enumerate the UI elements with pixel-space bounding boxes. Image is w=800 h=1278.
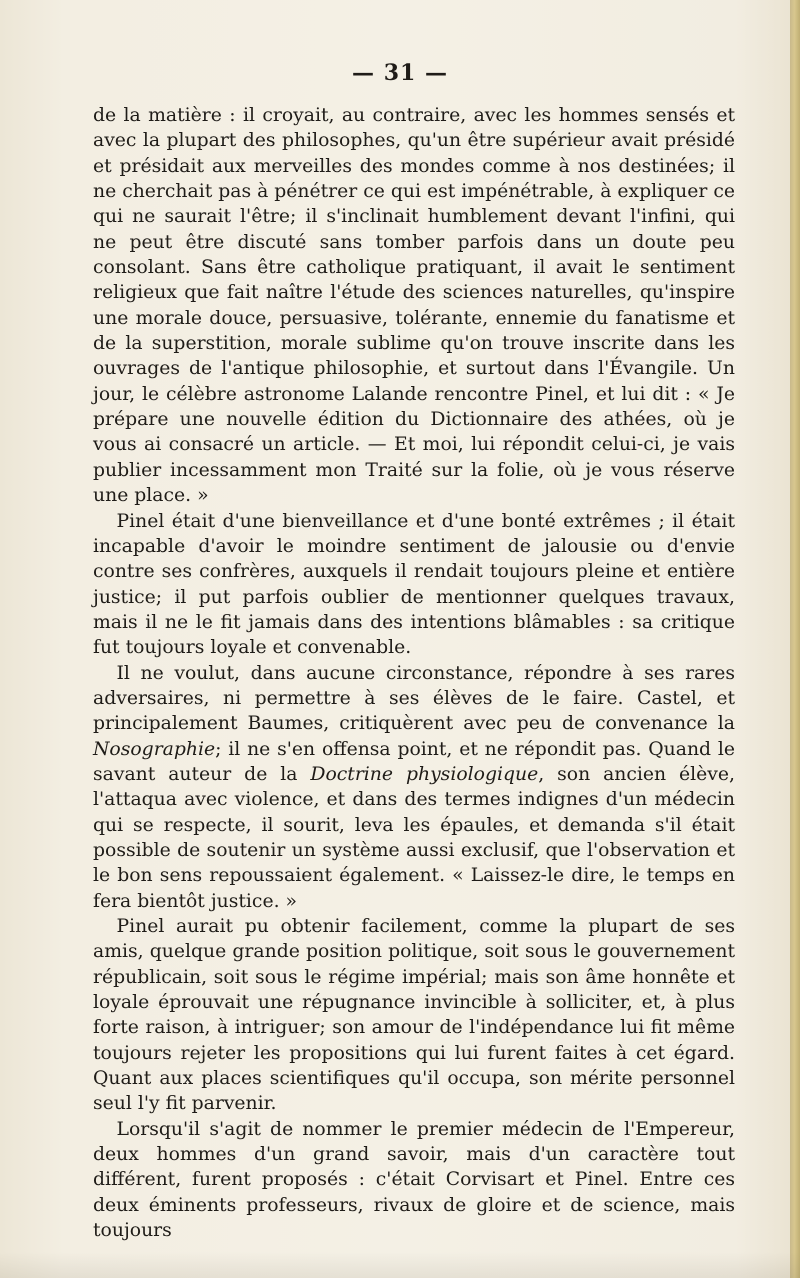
paragraph-3: [93, 661, 735, 914]
paragraph-text: Pinel aurait pu obtenir facilement, comme la plupart de ses amis, quelque grande position politique, soit sous le gouvernement républicain, soit sous le régime impérial; mais son âme honnête et loyale éprouvait une répugnance invincible à solliciter, et, à plus forte raison, à intriguer; son amour de l'indépendance lui fit même toujours rejeter les propositions qui lui furent faites à cet égard. Quant aux places scientifiques qu'il occupa, son mérite personnel seul l'y fit parvenir.: [93, 916, 735, 1115]
body-text: [93, 103, 735, 1243]
book-title-doctrine-physiologique: Doctrine physiologique: [310, 763, 539, 785]
paragraph-text: Il ne voulut, dans aucune circonstance, répondre à ses rares adversaires, ni permettre à ses élèves de le faire. Castel, et principalement Baumes, critiquèrent avec peu de convenance la: [93, 662, 735, 735]
paragraph-text: de la matière : il croyait, au contraire, avec les hommes sensés et avec la plupart des philosophes, qu'un être supérieur avait présidé et présidait aux merveilles des mondes comme à nos destinées; il ne cherchait pas à pénétrer ce qui est impénétrable, à expliquer ce qui ne saurait l'être; il s'inclinait humblement devant l'infini, qui ne peut être discuté sans tomber parfois dans un doute peu consolant. Sans être catholique pratiquant, il avait le sentiment religieux que fait naître l'étude des sciences naturelles, qu'inspire une morale douce, persuasive, tolérante, ennemie du fanatisme et de la superstition, morale sublime qu'on trouve inscrite dans les ouvrages de l'antique philosophie, et surtout dans l'Évangile. Un jour, le célèbre astronome Lalande rencontre Pinel, et lui dit : « Je prépare une nouvelle édition du Dictionnaire des athées, où je vous ai consacré un article. — Et moi, lui répondit celui-ci, je vais publier incessamment mon Traité sur la folie, où je vous réserve une place. »: [93, 105, 735, 507]
paragraph-5: [93, 1117, 735, 1244]
page-edge: [790, 0, 800, 1278]
paragraph-text: , son ancien élève, l'attaqua avec violence, et dans des termes indignes d'un médecin qui se respecte, il sourit, leva les épaules, et demanda s'il était possible de soutenir un système aussi exclusif, que l'observation et le bon sens repoussaient également. « Laissez-le dire, le temps en fera bientôt justice. »: [93, 763, 735, 912]
paragraph-4: [93, 914, 735, 1117]
paragraph-2: [93, 509, 735, 661]
page-shadow: [0, 1252, 800, 1278]
paragraph-text: ; il ne s'en offensa point, et ne répondit pas. Quand le savant auteur de la: [93, 738, 735, 785]
page-number: — 31 —: [352, 60, 448, 86]
paragraph-1: [93, 103, 735, 509]
paragraph-text: Pinel était d'une bienveillance et d'une bonté extrêmes ; il était incapable d'avoir le moindre sentiment de jalousie ou d'envie contre ses confrères, auxquels il rendait toujours pleine et entière justice; il put parfois oublier de mentionner quelques travaux, mais il ne le fit jamais dans des intentions blâmables : sa critique fut toujours loyale et convenable.: [93, 510, 735, 659]
paragraph-text: Lorsqu'il s'agit de nommer le premier médecin de l'Empereur, deux hommes d'un grand savoir, mais d'un caractère tout différent, furent proposés : c'était Corvisart et Pinel. Entre ces deux éminents professeurs, rivaux de gloire et de science, mais toujours: [93, 1118, 735, 1242]
book-title-nosographie: Nosographie: [93, 738, 216, 760]
